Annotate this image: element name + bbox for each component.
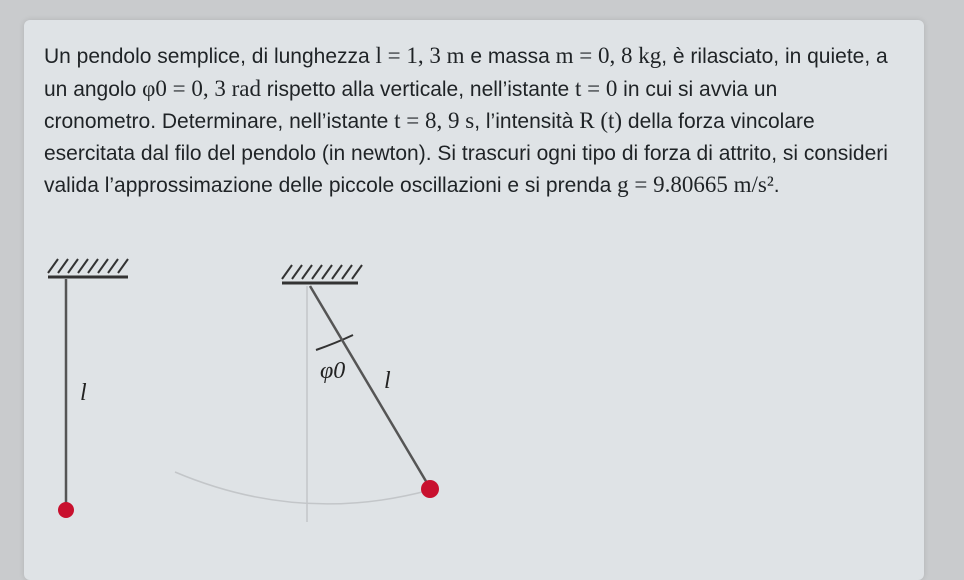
initial-time: t = 0 <box>574 75 618 101</box>
angle-label: φ0 <box>320 358 346 384</box>
text-release: , è rilasciato, in quiete, a un angolo <box>44 45 888 101</box>
left-bob <box>58 502 74 518</box>
target-time: t = 8, 9 s <box>394 108 475 133</box>
left-ceiling-hatch <box>48 259 128 277</box>
text-intro: Un pendolo semplice, di lunghezza <box>44 45 376 68</box>
force-symbol: R (t) <box>579 108 623 133</box>
gravity-value: g = 9.80665 m/s² <box>617 172 774 197</box>
right-length-label: l <box>384 368 391 394</box>
right-string <box>310 286 430 488</box>
text-intensity: , l’intensità <box>474 110 580 133</box>
angle-value: φ0 = 0, 3 rad <box>142 75 261 101</box>
mass-value: m = 0, 8 kg <box>555 43 662 68</box>
right-bob <box>421 480 439 498</box>
text-vertical: rispetto alla verticale, nell’istante <box>260 77 575 101</box>
left-length-label: l <box>80 380 87 406</box>
text-end: . <box>773 174 780 197</box>
right-ceiling-hatch <box>282 265 362 283</box>
text-stopwatch: in cui si avvia un cronometro. Determinare, nell’istante <box>44 77 778 133</box>
text-body: della forza vincolare esercitata dal filo del pendolo (in newton). Si trascuri ogni tipo di forza di attrito, si consideri valida l’approssimazione delle piccole oscillazioni e si prenda <box>44 110 888 197</box>
text-mass-intro: e massa <box>464 45 556 68</box>
swing-arc <box>175 472 430 504</box>
length-value: l = 1, 3 m <box>375 43 465 68</box>
